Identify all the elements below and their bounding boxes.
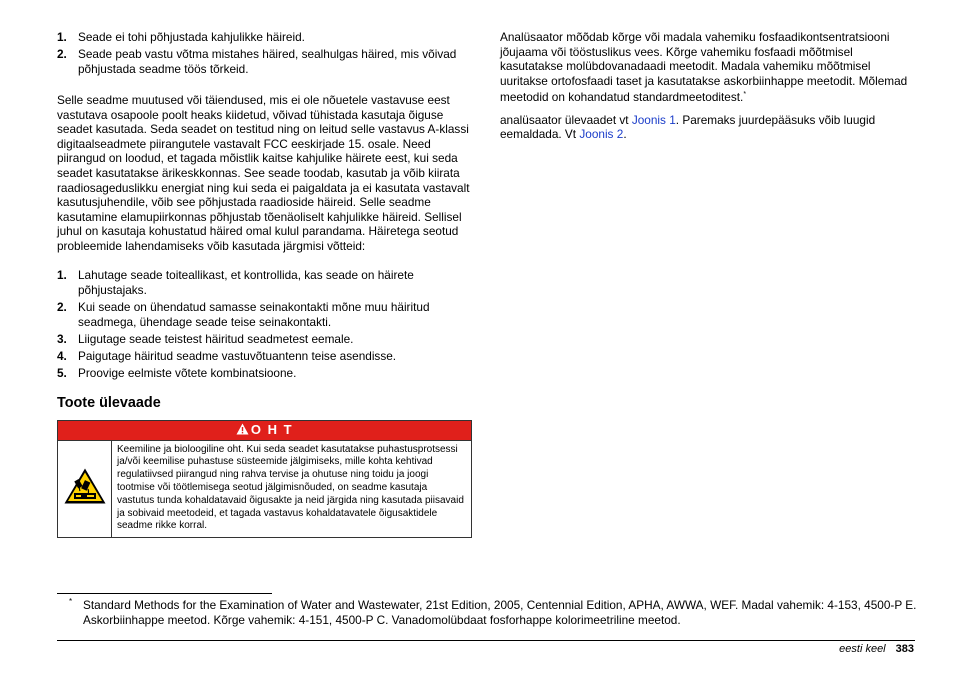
right-column bbox=[500, 30, 915, 142]
list-item: 2. Seade peab vastu võtma mistahes häired, sealhulgas häired, mis võivad põhjustada seadme töös tõrkeid. bbox=[57, 47, 457, 76]
footnote-text: Standard Methods for the Examination of Water and Wastewater, 21st Edition, 2005, Centennial Edition, APHA, AWWA, WEF. Madal vahemik: 4-153, 4500-P E. Askorbiinhappe meetod. Kõrge vahemik: 4-151, 4500-P C. Vanadomolübdaat fosforhappe kolorimeetriline meetod. bbox=[83, 598, 917, 627]
list-item: 3. Liigutage seade teistest häiritud seadmetest eemale. bbox=[57, 331, 354, 346]
page-footer bbox=[839, 643, 914, 655]
chemical-hazard-icon bbox=[63, 492, 107, 509]
footnote-ref: * bbox=[743, 91, 747, 99]
footer-divider bbox=[57, 640, 915, 641]
warning-header bbox=[58, 420, 472, 440]
fcc-paragraph: Selle seadme muutused või täiendused, mis ei ole nõuetele vastavuse eest vastutava osapoole poolt heaks kiidetud, võivad tühistada kasutaja õiguse seadet kasutada. Seda seadet on testitud ning on leitud selle vastavus A-klassi digitaalseadmete piirangutele vastavalt FCC eeskirjade 15. osale. Need piirangud on loodud, et tagada mõistlik kaitse kahjulike häirete eest, kui seda seadet kasutatakse ärikeskkonnas. See seade toodab, kasutab ja võib kiirata raadiosageduslikku energiat ning kui seda ei paigaldata ja ei kasutata vastavalt kasutusjuhendile, võib see põhjustada raadioside häireid. Selle seadme kasutamine elamupiirkonnas põhjustab tõenäoliselt kahjulikke häireid. Sellisel juhul on kasutaja kohustatud häired omal kulul parandama. Häiretega seotud probleemide lahendamiseks võib kasutada järgmisi võtteid: bbox=[57, 93, 470, 253]
list-item: 4. Paigutage häiritud seadme vastuvõtuantenn teise asendisse. bbox=[57, 348, 397, 363]
warning-box bbox=[57, 420, 472, 539]
overview-reference: analüsaator ülevaadet vt Joonis 1. Paremaks juurdepääsuks võib luugid eemaldada. Vt Joonis 2. bbox=[500, 112, 876, 142]
section-heading: Toote ülevaade bbox=[57, 394, 161, 411]
footnote-mark: * bbox=[69, 597, 73, 606]
warning-triangle-icon bbox=[236, 423, 249, 438]
figure-1-link[interactable]: Joonis 1 bbox=[631, 112, 676, 127]
list-item: 1. Lahutage seade toiteallikast, et kontrollida, kas seade on häirete põhjustajaks. bbox=[57, 267, 414, 297]
list-item: 1. Seade ei tohi põhjustada kahjulikke häireid. bbox=[57, 30, 305, 44]
warning-title: O H T bbox=[250, 422, 294, 438]
footnote bbox=[69, 598, 919, 627]
analyzer-description: Analüsaator mõõdab kõrge või madala vahemiku fosfaadikontsentratsiooni jõujaama või tööstuslikus vees. Kõrge vahemiku fosfaadi mõõtmisel kasutatakse molübdovanadaadi meetodit. Madala vahemiku mõõtmisel uuritakse ortofosfaadi taset ja kasutatakse askorbiinhappe meetodit. Mõlemad meetodid on kohandatud standardmeetoditest.* bbox=[500, 30, 908, 105]
footer-language: eesti keel bbox=[839, 643, 886, 655]
warning-icon-cell bbox=[58, 440, 112, 538]
requirements-list bbox=[57, 30, 472, 77]
figure-2-link[interactable]: Joonis 2 bbox=[579, 127, 624, 142]
page-number: 383 bbox=[895, 643, 914, 655]
footnote-divider bbox=[57, 593, 272, 594]
interference-steps-list bbox=[57, 268, 472, 381]
list-item: 5. Proovige eelmiste võtete kombinatsioone. bbox=[57, 365, 297, 380]
warning-text: Keemiline ja bioloogiline oht. Kui seda seadet kasutatakse puhastusprotsessi ja/või keemilise puhastuse süsteemide jälgimiseks, mille kohta kehtivad regulatiivsed piirangud ning rahva tervise ja ohutuse ning toidu ja joogi tootmise või töötlemisega seotud jälgimisnõuded, on seadme kasutaja vastutus tunda kohaldatavaid õigusakte ja neid järgida ning kasutada piisavaid ja sobivaid meetodeid, et tagada vastavus kohaldatavatele õigusaktidele seadme rikke korral. bbox=[112, 440, 472, 538]
list-item: 2. Kui seade on ühendatud samasse seinakontakti mõne muu häiritud seadmega, ühendage seade teise seinakontakti. bbox=[57, 299, 430, 329]
left-column bbox=[57, 30, 472, 538]
